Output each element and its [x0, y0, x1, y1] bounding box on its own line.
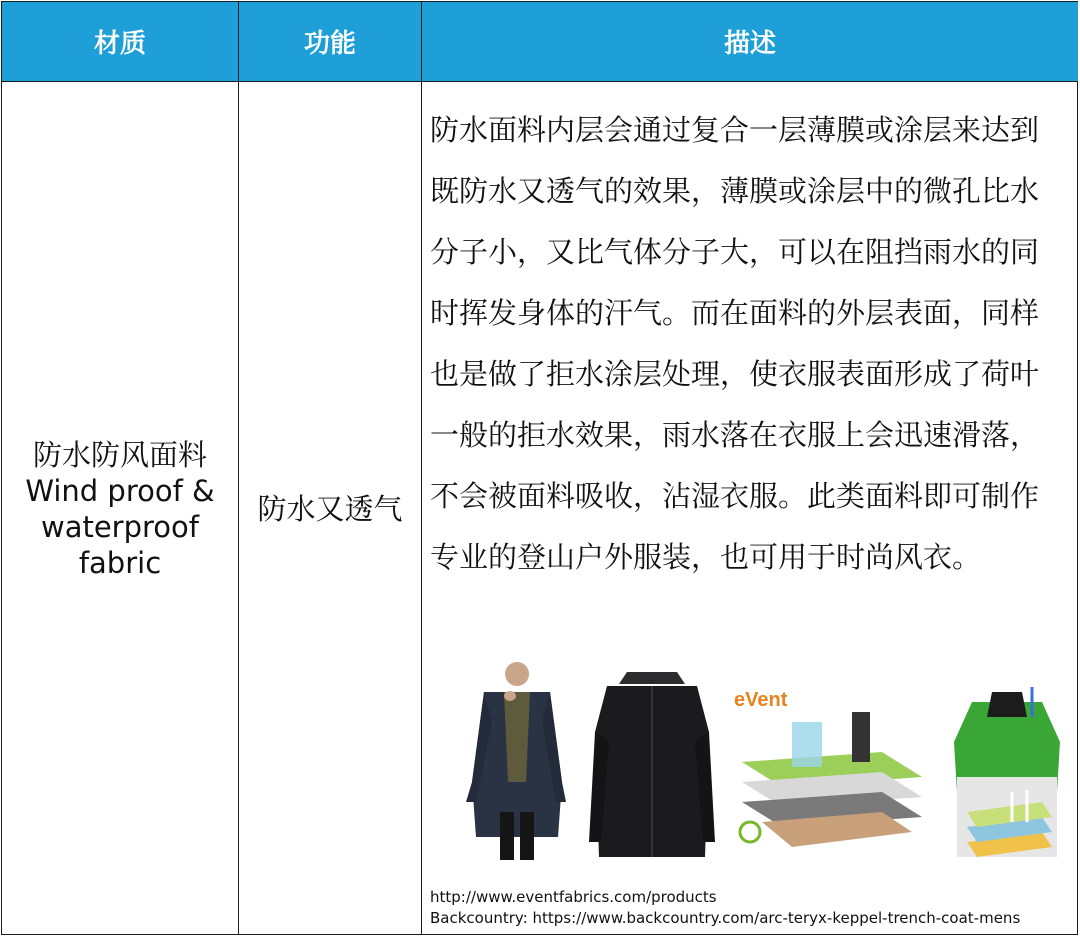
material-cell — [2, 82, 239, 935]
event-logo-text: eVent — [734, 689, 788, 711]
reference-link[interactable]: Backcountry: https://www.backcountry.com/arc-teryx-keppel-trench-coat-mens — [430, 909, 1021, 927]
header-material: 材质 — [2, 2, 239, 82]
fabric-table — [1, 1, 1078, 935]
description-line: 也是做了拒水涂层处理，使衣服表面形成了荷叶 — [430, 357, 1040, 391]
black-coat-photo — [587, 662, 717, 862]
description-line: 分子小，又比气体分子大，可以在阻挡雨水的同 — [430, 235, 1040, 269]
reference-link[interactable]: http://www.eventfabrics.com/products — [430, 888, 717, 906]
description-cell — [422, 82, 1078, 935]
material-name-en-3: fabric — [78, 545, 162, 580]
material-name-cn: 防水防风面料 — [32, 437, 207, 472]
description-line: 既防水又透气的效果，薄膜或涂层中的微孔比水 — [430, 174, 1040, 208]
material-name-en-1: Wind proof & — [25, 473, 215, 508]
description-line: 一般的拒水效果，雨水落在衣服上会迅速滑落， — [430, 418, 1040, 452]
product-images — [462, 662, 1062, 867]
description-text — [430, 100, 1072, 588]
event-fabric-diagram — [732, 682, 932, 862]
function-cell — [239, 82, 422, 935]
header-function: 功能 — [239, 2, 422, 82]
description-line: 专业的登山户外服装，也可用于时尚风衣。 — [430, 540, 982, 574]
description-line: 不会被面料吸收，沾湿衣服。此类面料即可制作 — [430, 479, 1040, 513]
green-jacket-layers — [952, 682, 1062, 862]
header-description: 描述 — [422, 2, 1078, 82]
description-line: 时挥发身体的汗气。而在面料的外层表面，同样 — [430, 296, 1040, 330]
material-name-en-2: waterproof — [40, 509, 199, 544]
description-line: 防水面料内层会通过复合一层薄膜或涂层来达到 — [430, 113, 1040, 147]
function-text: 防水又透气 — [257, 491, 403, 526]
navy-coat-photo — [462, 662, 572, 862]
references — [430, 887, 1020, 929]
